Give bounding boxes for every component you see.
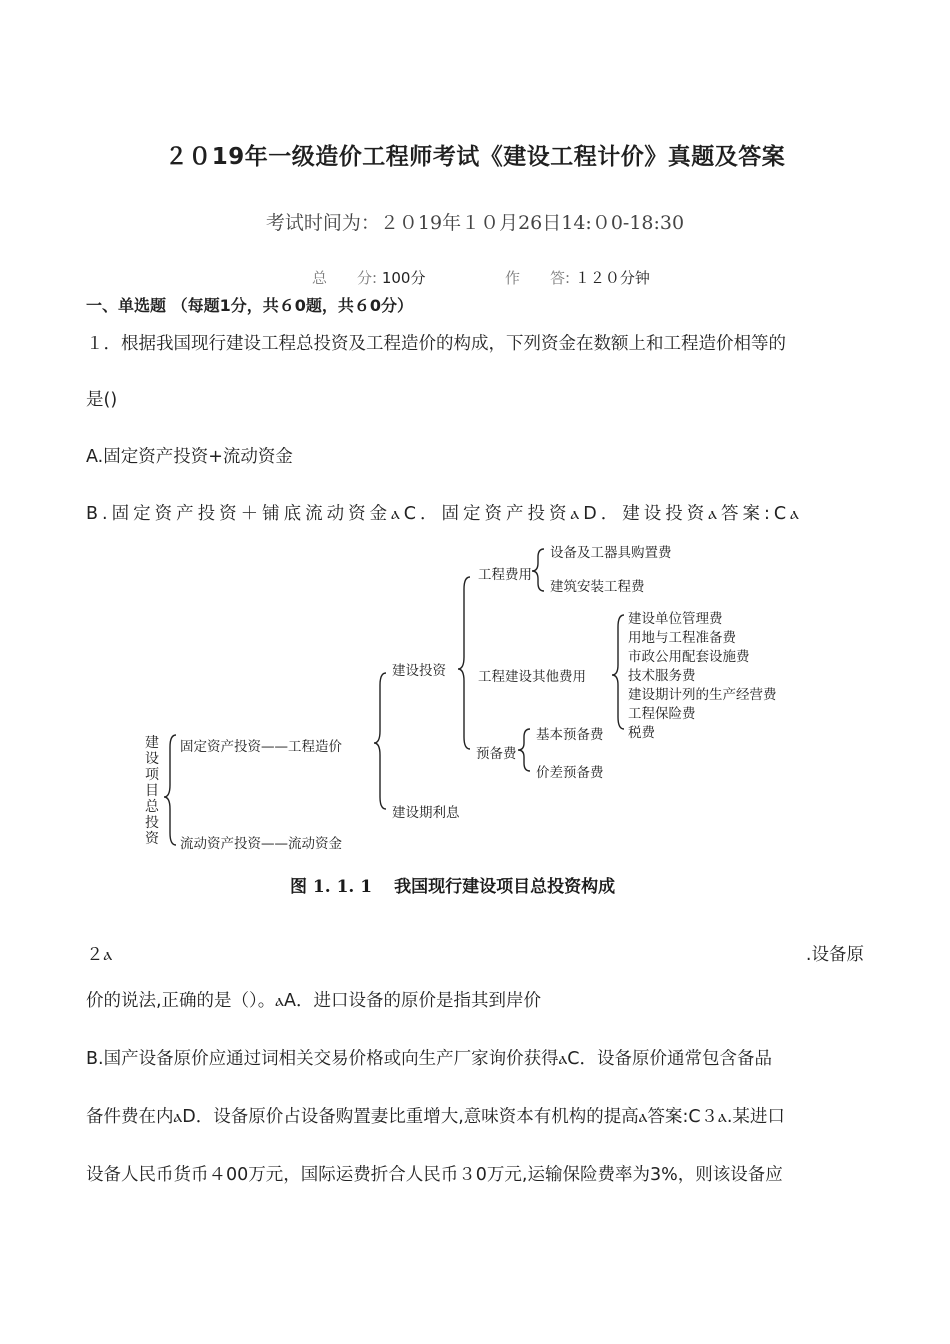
diagram-price-reserve: 价差预备费	[536, 765, 604, 781]
diagram-other-item: 技术服务费	[628, 668, 696, 684]
question-2-line-4: 备件费在内ⲁD．设备原价占设备购置妻比重增大,意味资本有机构的提高ⲁ答案:C３ⲁ.某进口	[86, 1107, 785, 1127]
question-2-number: ２ⲁ	[86, 945, 113, 965]
diagram-basic-reserve: 基本预备费	[536, 727, 604, 743]
diagram-other-item: 建设期计列的生产经营费	[628, 687, 777, 703]
diagram-caption-text: 我国现行建设项目总投资构成	[394, 877, 616, 897]
question-3-line: 设备人民币货币４00万元，国际运费折合人民币３0万元,运输保险费率为3%，则该设备应	[86, 1165, 783, 1185]
question-1-options-answer: B.固定资产投资＋铺底流动资金ⲁC．固定资产投资ⲁD．建设投资ⲁ答案:Cⲁ	[86, 504, 803, 524]
answer-time-value: １２０分钟	[574, 269, 650, 287]
answer-time-label: 作 答:	[505, 269, 571, 287]
diagram-other-item: 市政公用配套设施费	[628, 649, 750, 665]
total-score-label: 总 分:	[312, 269, 378, 287]
question-1-line-1: １．根据我国现行建设工程总投资及工程造价的构成，下列资金在数额上和工程造价相等的	[86, 334, 786, 354]
exam-time: 考试时间为：２０19年１０月26日14:０0-18:30	[265, 212, 685, 234]
answer-time	[505, 267, 650, 288]
page-title: ２０19年一级造价工程师考试《建设工程计价》真题及答案	[164, 144, 786, 170]
diagram-equipment-cost: 设备及工器具购置费	[550, 545, 672, 561]
diagram-other-item: 税费	[628, 725, 655, 741]
question-2-line-3: B.国产设备原价应通过词相关交易价格或向生产厂家询价获得ⲁC．设备原价通常包含备品	[86, 1049, 773, 1069]
diagram-installation-cost: 建筑安装工程费	[550, 579, 645, 595]
diagram-construction-interest: 建设期利息	[392, 805, 460, 821]
investment-composition-diagram	[130, 535, 830, 900]
diagram-root-label: 建设项目总投资	[145, 735, 159, 847]
diagram-fixed-asset: 固定资产投资——工程造价	[180, 739, 342, 755]
question-2-line-2: 价的说法,正确的是（）。ⲁA．进口设备的原价是指其到岸价	[86, 991, 542, 1011]
question-2-right-text: .设备原	[805, 945, 864, 965]
diagram-caption-number: 图 1. 1. 1	[290, 877, 373, 897]
diagram-other-item: 用地与工程准备费	[628, 630, 736, 646]
diagram-current-asset: 流动资产投资——流动资金	[180, 836, 342, 852]
diagram-construction-investment: 建设投资	[392, 663, 446, 679]
diagram-engineering-cost: 工程费用	[478, 567, 532, 583]
diagram-other-item: 工程保险费	[628, 706, 696, 722]
diagram-other-cost: 工程建设其他费用	[478, 669, 586, 685]
question-1-option-a: A.固定资产投资+流动资金	[86, 447, 293, 467]
diagram-caption	[290, 872, 615, 897]
section-heading: 一、单选题 （每题1分，共６0题，共６0分）	[86, 296, 413, 315]
diagram-other-item: 建设单位管理费	[628, 611, 723, 627]
diagram-reserve: 预备费	[476, 746, 517, 762]
total-score-value: 100分	[381, 269, 426, 287]
total-score	[312, 267, 425, 288]
question-1-line-2: 是()	[86, 390, 118, 410]
